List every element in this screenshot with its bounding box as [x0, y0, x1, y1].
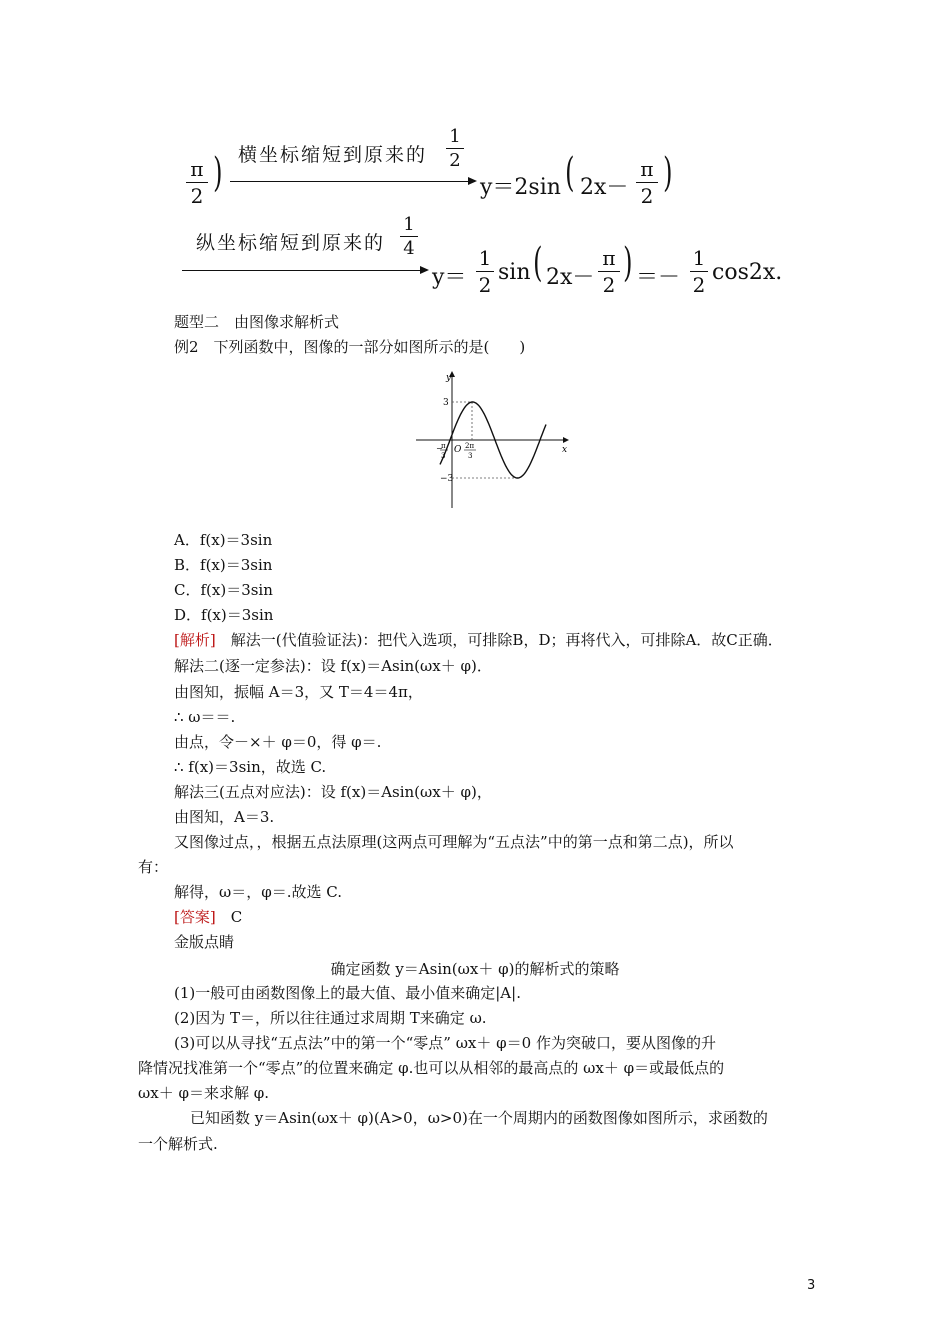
exercise-line-1: 已知函数 y＝Asin(ωx＋ φ)(A>0，ω>0)在一个周期内的函数图像如图所示，求函数的	[190, 1109, 768, 1127]
fraction-pi-over-2	[186, 157, 208, 208]
fraction-numerator: π	[190, 157, 204, 181]
fraction-numerator: 1	[449, 126, 461, 147]
result-2-equals: ＝－	[636, 265, 681, 290]
arrow-label-horizontal: 横坐标缩短到原来的	[238, 144, 428, 166]
close-paren: )	[623, 240, 633, 286]
fraction-denominator: 2	[692, 273, 706, 297]
pos-den: 3	[468, 452, 473, 460]
gold-tip-p3b: 降情况找准第一个“零点”的位置来确定 φ.也可以从相邻的最高点的 ωx＋ φ＝或最低点的	[138, 1059, 725, 1077]
open-paren: (	[533, 240, 543, 286]
fraction-numerator: π	[602, 246, 616, 270]
option-a[interactable]: A．f(x)＝3sin	[174, 531, 273, 549]
solution-line-11: 解得，ω＝，φ＝.故选 C.	[174, 883, 342, 901]
neg-pi-den: 3	[441, 452, 446, 460]
fraction-pi-over-2-result	[636, 157, 658, 208]
fraction-half-2	[690, 246, 708, 297]
option-b[interactable]: B．f(x)＝3sin	[174, 556, 273, 574]
arrow-label-vertical: 纵坐标缩短到原来的	[196, 232, 386, 254]
y-axis-label: y	[446, 373, 452, 383]
neg-sign: −	[436, 444, 443, 453]
close-paren: )	[213, 150, 223, 196]
fraction-denominator: 2	[478, 273, 492, 297]
fraction-denominator: 2	[190, 184, 204, 208]
fraction-denominator: 2	[640, 184, 654, 208]
gold-tip-p3c: ωx＋ φ＝来求解 φ.	[138, 1084, 270, 1102]
fraction-denominator: 4	[403, 238, 415, 259]
fraction-numerator: 1	[403, 214, 415, 235]
exercise-line-2: 一个解析式.	[138, 1135, 218, 1153]
solution-line-5: 由点，令－×＋ φ＝0，得 φ＝.	[174, 733, 382, 751]
result-1-inner: 2x－	[580, 175, 629, 200]
result-1-prefix: y＝2sin	[480, 175, 561, 200]
page-number: 3	[807, 1278, 816, 1293]
fraction-numerator: π	[640, 157, 654, 181]
solution-line-6: ∴ f(x)＝3sin，故选 C.	[174, 758, 327, 776]
result-2-sin: sin	[498, 260, 531, 285]
fraction-pi-over-2-result-2	[598, 246, 620, 297]
sine-graph	[410, 368, 580, 512]
y-max-label: 3	[443, 398, 449, 408]
gold-tip-title: 确定函数 y＝Asin(ωx＋ φ)的解析式的策略	[330, 960, 620, 978]
neg-pi-num: π	[441, 442, 446, 450]
result-2-y: y＝	[432, 265, 467, 290]
section-title: 题型二 由图像求解析式	[174, 313, 340, 331]
solution-line-3: 由图知，振幅 A＝3，又 T＝4＝4π，	[174, 683, 423, 701]
solution-line-8: 由图知，A＝3.	[174, 808, 275, 826]
pos-num: 2π	[465, 442, 475, 450]
gold-tip-p1: (1)一般可由函数图像上的最大值、最小值来确定|A|.	[174, 984, 521, 1002]
solution-text: 解法一(代值验证法)：把代入选项，可排除B，D；再将代入，可排除A．故C正确．	[215, 631, 783, 649]
solution-line-9: 又图像过点，，根据五点法原理(这两点可理解为“五点法”中的第一点和第二点)，所以	[174, 833, 734, 851]
transform-arrow-2	[182, 270, 427, 271]
option-d[interactable]: D．f(x)＝3sin	[174, 606, 274, 624]
option-c[interactable]: C．f(x)＝3sin	[174, 581, 273, 599]
answer-line	[174, 907, 242, 927]
close-paren: )	[663, 150, 673, 196]
fraction-1-over-2	[446, 126, 464, 171]
result-2-tail: cos2x.	[712, 260, 783, 285]
fraction-half	[476, 246, 494, 297]
fraction-1-over-4	[400, 214, 418, 259]
origin-label: O	[454, 445, 462, 455]
solution-line-1	[174, 630, 783, 650]
solution-line-10: 有：	[138, 858, 169, 876]
solution-line-7: 解法三(五点对应法)：设 f(x)＝Asin(ωx＋ φ)，	[174, 783, 492, 801]
gold-tip-heading: 金版点睛	[174, 933, 235, 951]
y-min-label: −3	[440, 474, 454, 484]
result-2-inner: 2x－	[546, 265, 595, 290]
transform-arrow-1	[230, 181, 475, 182]
x-axis-label: x	[562, 445, 568, 455]
fraction-numerator: 1	[478, 246, 492, 270]
solution-line-4: ∴ ω＝＝.	[174, 708, 236, 726]
gold-tip-p3a: (3)可以从寻找“五点法”中的第一个“零点” ωx＋ φ＝0 作为突破口，要从图像的升	[174, 1034, 716, 1052]
gold-tip-p2: (2)因为 T＝，所以往往通过求周期 T来确定 ω.	[174, 1009, 487, 1027]
answer-tag: [答案]	[174, 908, 216, 926]
fraction-numerator: 1	[692, 246, 706, 270]
fraction-denominator: 2	[602, 273, 616, 297]
solution-tag: [解析]	[174, 631, 216, 649]
fraction-denominator: 2	[449, 150, 461, 171]
example-prompt: 例2 下列函数中，图像的一部分如图所示的是( )	[174, 338, 526, 356]
answer-value: C	[215, 908, 243, 926]
open-paren: (	[565, 150, 575, 196]
solution-line-2: 解法二(逐一定参法)：设 f(x)＝Asin(ωx＋ φ)．	[174, 657, 492, 675]
